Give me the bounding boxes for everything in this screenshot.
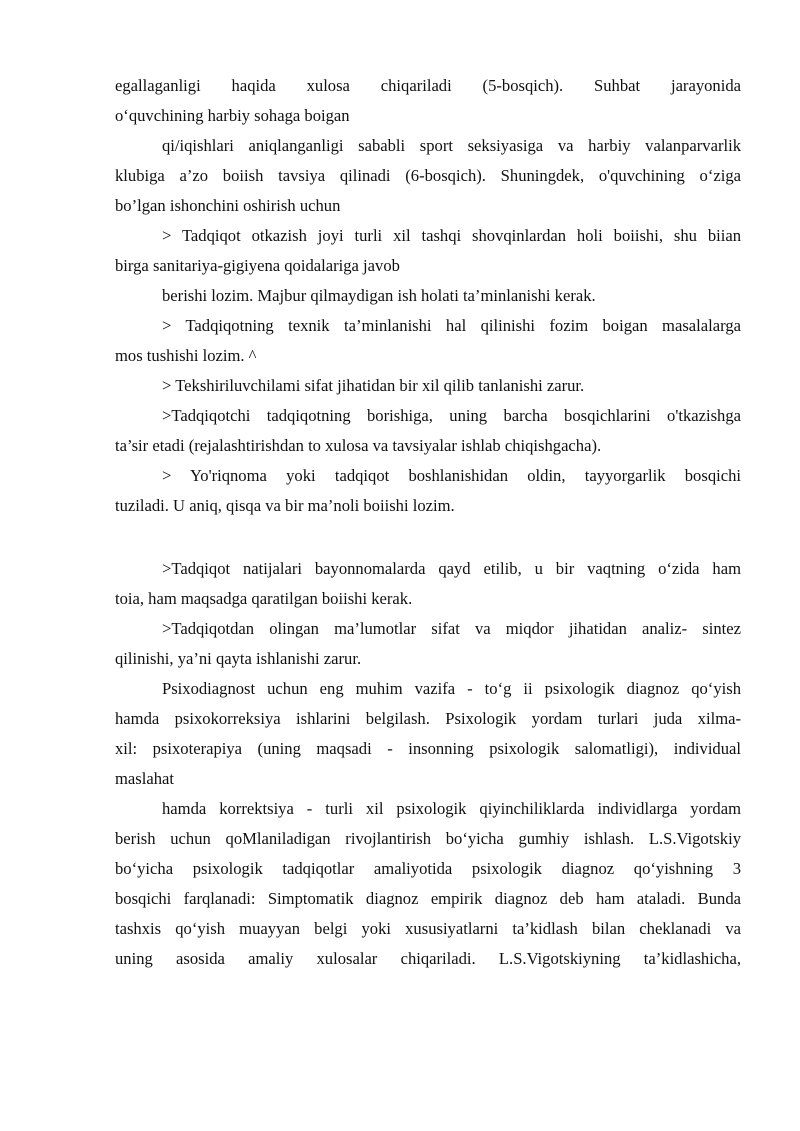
text-line: birga sanitariya-gigiyena qoidalariga javob bbox=[115, 256, 400, 275]
text-line: bo‘yicha psixologik tadqiqotlar amaliyotida psixologik diagnoz qo‘yishning 3 bbox=[115, 859, 741, 878]
text-line: > Tadqiqot otkazish joyi turli xil tashqi shovqinlardan holi boiishi, shu biian bbox=[162, 226, 741, 245]
text-line: tashxis qo‘yish muayyan belgi yoki xususiyatlarni ta’kidlash bilan cheklanadi va bbox=[115, 919, 741, 938]
text-line: ta’sir etadi (rejalashtirishdan to xulosa va tavsiyalar ishlab chiqishgacha). bbox=[115, 436, 602, 455]
text-line: bo’lgan ishonchini oshirish uchun bbox=[115, 196, 341, 215]
text-line: berishi lozim. Majbur qilmaydigan ish holati ta’minlanishi kerak. bbox=[162, 286, 596, 305]
text-line: egallaganligi haqida xulosa chiqariladi (5-bosqich). Suhbat jarayonida bbox=[115, 76, 741, 95]
text-line: toia, ham maqsadga qaratilgan boiishi kerak. bbox=[115, 589, 413, 608]
text-line: >Tadqiqotchi tadqiqotning borishiga, uning barcha bosqichlarini o'tkazishga bbox=[162, 406, 741, 425]
text-line: qi/iqishlari aniqlanganligi sababli sport seksiyasiga va harbiy valanparvarlik bbox=[162, 136, 741, 155]
text-line: >Tadqiqot natijalari bayonnomalarda qayd etilib, u bir vaqtning o‘zida ham bbox=[162, 559, 741, 578]
text-line: o‘quvchining harbiy sohaga boigan bbox=[115, 106, 350, 125]
text-line: tuziladi. U aniq, qisqa va bir ma’noli boiishi lozim. bbox=[115, 496, 455, 515]
text-line: Psixodiagnost uchun eng muhim vazifa - to‘g ii psixologik diagnoz qo‘yish bbox=[162, 679, 741, 698]
text-line: hamda psixokorreksiya ishlarini belgilash. Psixologik yordam turlari juda xilma- bbox=[115, 709, 741, 728]
text-line: hamda korrektsiya - turli xil psixologik qiyinchiliklarda individlarga yordam bbox=[162, 799, 741, 818]
text-line: > Tadqiqotning texnik ta’minlanishi hal qilinishi fozim boigan masalalarga bbox=[162, 316, 741, 335]
text-line: >Tadqiqotdan olingan ma’lumotlar sifat va miqdor jihatidan analiz- sintez bbox=[162, 619, 741, 638]
paragraph-gap bbox=[115, 521, 741, 554]
text-line: berish uchun qoMlaniladigan rivojlantirish bo‘yicha gumhiy ishlash. L.S.Vigotskiy bbox=[115, 829, 741, 848]
text-line: qilinishi, ya’ni qayta ishlanishi zarur. bbox=[115, 649, 362, 668]
document-body bbox=[115, 71, 741, 974]
text-line: bosqichi farqlanadi: Simptomatik diagnoz empirik diagnoz deb ham ataladi. Bunda bbox=[115, 889, 741, 908]
text-line: > Yo'riqnoma yoki tadqiqot boshlanishidan oldin, tayyorgarlik bosqichi bbox=[162, 466, 741, 485]
text-line: maslahat bbox=[115, 769, 174, 788]
text-line: > Tekshiriluvchilami sifat jihatidan bir xil qilib tanlanishi zarur. bbox=[162, 376, 585, 395]
text-line: uning asosida amaliy xulosalar chiqariladi. L.S.Vigotskiyning ta’kidlashicha, bbox=[115, 949, 741, 968]
text-line: mos tushishi lozim. ^ bbox=[115, 346, 257, 365]
text-line: klubiga a’zo boiish tavsiya qilinadi (6-bosqich). Shuningdek, o'quvchining o‘ziga bbox=[115, 166, 741, 185]
text-line: xil: psixoterapiya (uning maqsadi - insonning psixologik salomatligi), individual bbox=[115, 739, 741, 758]
